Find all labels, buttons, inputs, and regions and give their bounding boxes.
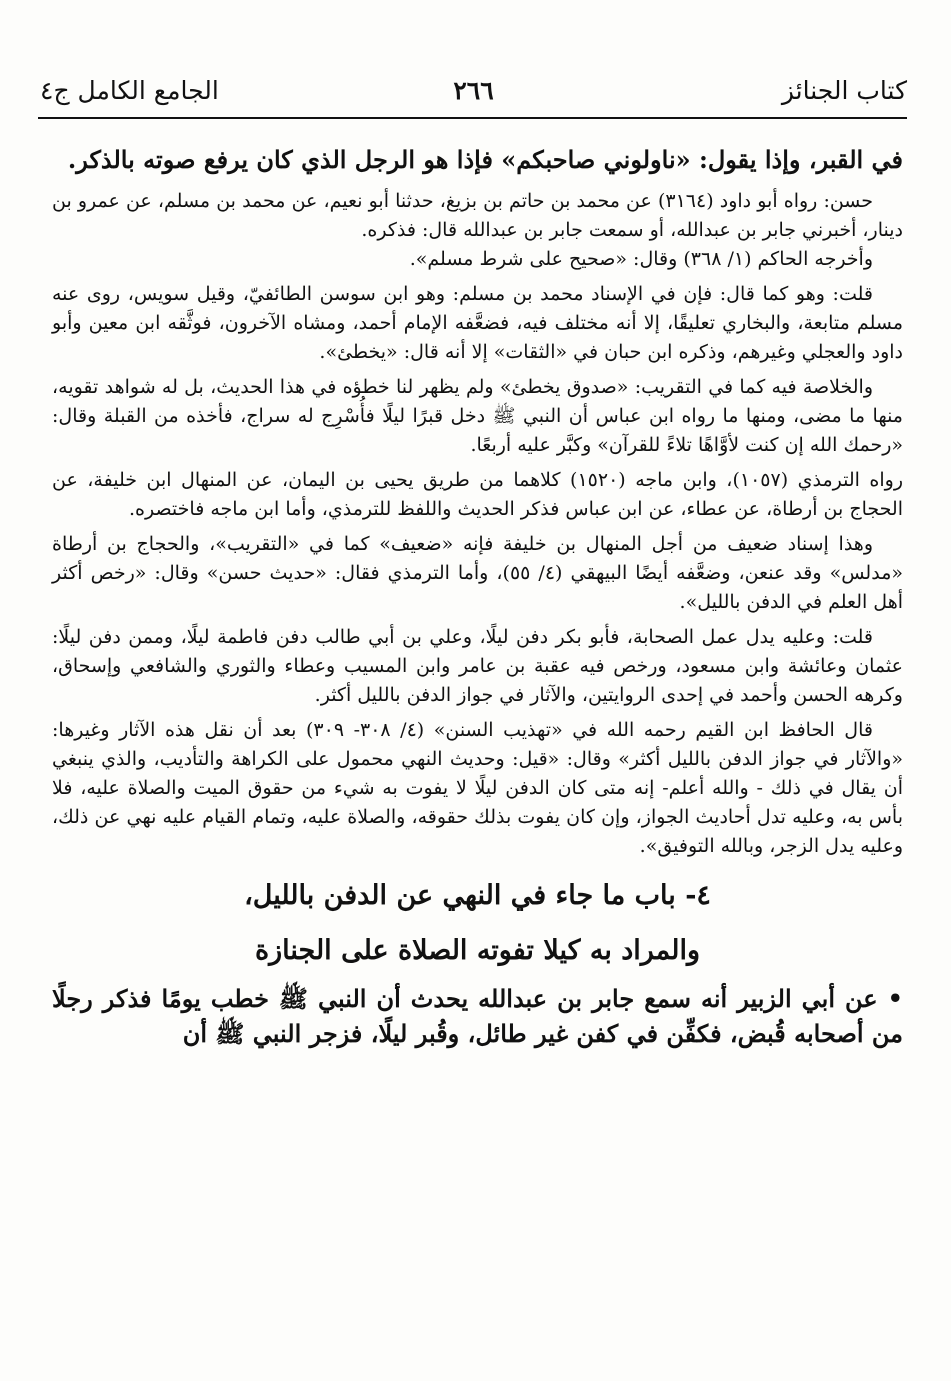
commentary-paragraph-3: رواه الترمذي (١٠٥٧)، وابن ماجه (١٥٢٠) كلاهما من طريق يحيى بن اليمان، عن المنهال ابن خليفة، عن الحجاج بن أرطاة، عن عطاء، عن ابن عباس فذكر الحديث واللفظ للترمذي، وأما ابن ماجه فاختصره.	[52, 469, 903, 520]
chapter-title: كتاب الجنائز	[781, 76, 907, 105]
page-body	[52, 142, 903, 1051]
page-number: ٢٦٦	[453, 76, 494, 105]
takhrij-paragraph: حسن: رواه أبو داود (٣١٦٤) عن محمد بن حاتم بن بزيغ، حدثنا أبو نعيم، عن محمد بن مسلم، عن عمرو بن دينار، أخبرني جابر بن عبدالله، أو سمعت جابر بن عبدالله قال: فذكره.	[52, 190, 903, 241]
page-header	[40, 72, 907, 106]
commentary-paragraph-6: قال الحافظ ابن القيم رحمه الله في «تهذيب السنن» (٤/ ٣٠٨- ٣٠٩) بعد أن نقل هذه الآثار وغيرها: «والآثار في جواز الدفن بالليل أكثر» وقال: «قيل: وحديث النهي محمول على الكراهة والتأديب، والذي ينبغي أن يقال في ذلك - والله أعلم- إنه متى كان الدفن ليلًا لا يفوت به شيء من حقوق الميت والصلاة عليه، فلا بأس به، وعليه تدل أحاديث الجواز، وإن كان يفوت بذلك حقوقه، والصلاة عليه، وتمام القيام عليه نهي عن ذلك، وعليه يدل الزجر، وبالله التوفيق».	[52, 719, 903, 857]
hadith-text-start: • عن أبي الزبير أنه سمع جابر بن عبدالله يحدث أن النبي ﷺ خطب يومًا فذكر رجلًا من أصحابه قُبض، فكفِّن في كفن غير طائل، وقُبر ليلًا، فزجر النبي ﷺ أن	[52, 984, 903, 1048]
chapter-heading-line-1: ٤- باب ما جاء في النهي عن الدفن بالليل،	[244, 880, 711, 911]
commentary-paragraph-1: قلت: وهو كما قال: فإن في الإسناد محمد بن مسلم: وهو ابن سوسن الطائفيّ، وقيل سويس، روى عنه مسلم متابعة، والبخاري تعليقًا، إلا أنه مختلف فيه، فضعَّفه الإمام أحمد، ومشاه الآخرون، فوثَّقه ابن معين وأبو داود والعجلي وغيرهم، وذكره ابن حبان في «الثقات» إلا أنه قال: «يخطئ».	[52, 283, 903, 363]
chapter-heading-line-2: والمراد به كيلا تفوته الصلاة على الجنازة	[254, 935, 701, 966]
header-rule	[38, 117, 907, 119]
book-title: الجامع الكامل ج٤	[40, 76, 219, 105]
commentary-paragraph-4: وهذا إسناد ضعيف من أجل المنهال بن خليفة فإنه «ضعيف» كما في «التقريب»، والحجاج بن أرطاة «مدلس» وقد عنعن، وضعَّفه أيضًا البيهقي (٤/ ٥٥)، وأما الترمذي فقال: «حديث حسن» وقال: «رخص أكثر أهل العلم في الدفن بالليل».	[52, 533, 903, 613]
takhrij-hakim: وأخرجه الحاكم (١/ ٣٦٨) وقال: «صحيح على شرط مسلم».	[409, 248, 873, 270]
hadith-text-continued: في القبر، وإذا يقول: «ناولوني صاحبكم» فإذا هو الرجل الذي كان يرفع صوته بالذكر.	[67, 145, 903, 174]
commentary-paragraph-5: قلت: وعليه يدل عمل الصحابة، فأبو بكر دفن ليلًا، وعلي بن أبي طالب دفن فاطمة ليلًا، وممن دفن ليلًا: عثمان وعائشة وابن مسعود، ورخص فيه عقبة بن عامر وابن المسيب وعطاء والثوري والشافعي وإسحاق، وكرهه الحسن وأحمد في إحدى الروايتين، والآثار في جواز الدفن بالليل أكثر.	[52, 626, 903, 706]
commentary-paragraph-2: والخلاصة فيه كما في التقريب: «صدوق يخطئ» ولم يظهر لنا خطؤه في هذا الحديث، بل له شواهد تقويه، منها ما مضى، ومنها ما رواه ابن عباس أن النبي ﷺ دخل قبرًا ليلًا فأُسْرِج له سراج، فأخذه من القبلة وقال: «رحمك الله إن كنت لأوَّاهًا تلاءً للقرآن» وكبَّر عليه أربعًا.	[52, 376, 903, 456]
